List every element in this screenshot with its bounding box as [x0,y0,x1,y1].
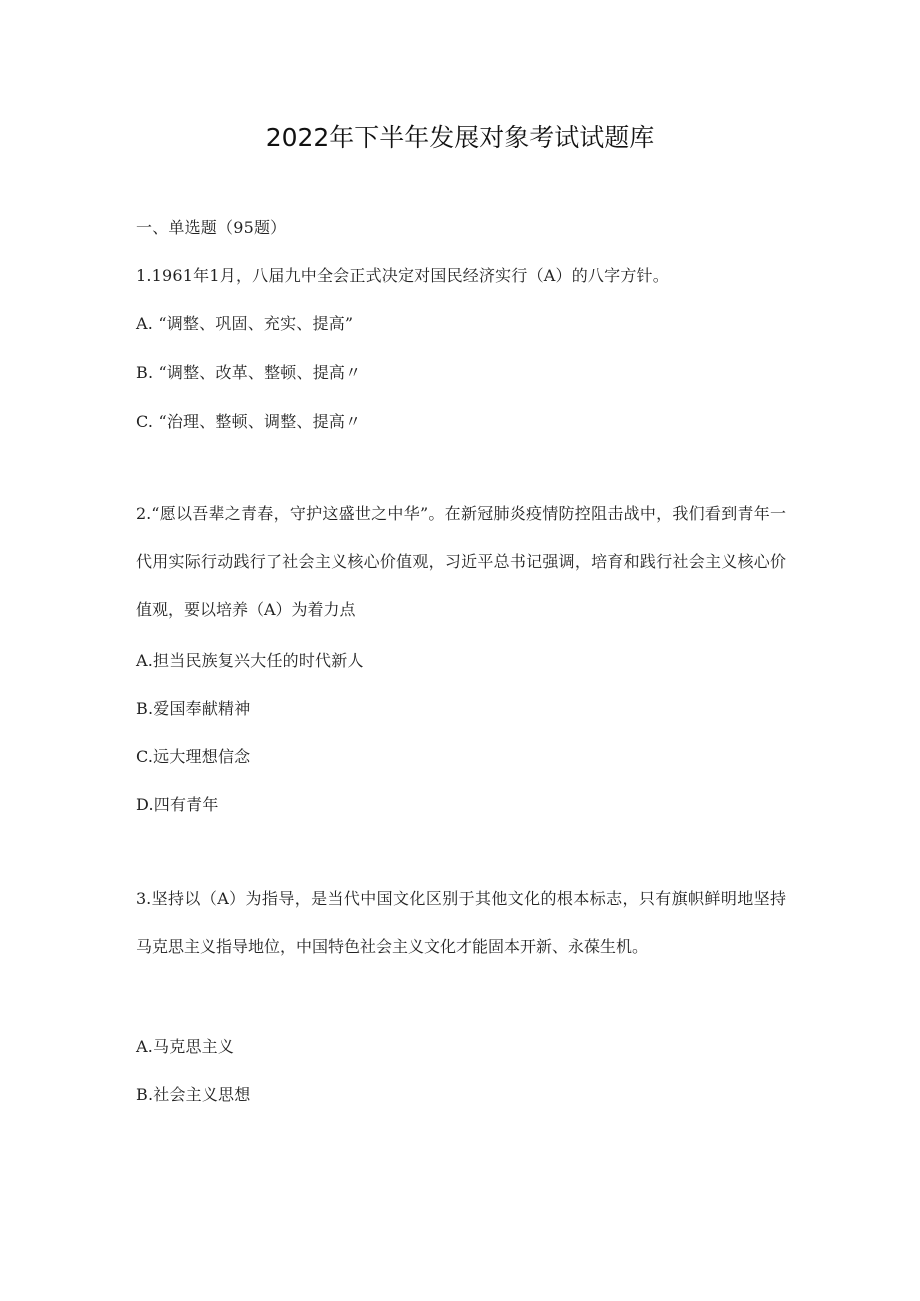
question-3-option-b: B.社会主义思想 [136,1085,251,1104]
question-2-option-d: D.四有青年 [136,795,219,814]
question-2-option-a: A.担当民族复兴大任的时代新人 [136,651,364,670]
question-1-stem: 1.1961年1月，八届九中全会正式决定对国民经济实行（A）的八字方针。 [136,266,669,285]
document-title: 2022年下半年发展对象考试试题库 [265,123,655,152]
question-2-option-b: B.爱国奉献精神 [136,699,251,718]
question-1-option-a: A. “调整、巩固、充实、提高” [136,314,354,333]
question-3-stem: 3.坚持以（A）为指导，是当代中国文化区别于其他文化的根本标志，只有旗帜鲜明地坚持马克思主义指导地位，中国特色社会主义文化才能固本开新、永葆生机。 [136,889,786,956]
question-1-option-c: C. “治理、整顿、调整、提高〃 [136,412,362,431]
section-heading: 一、单选题（95题） [136,218,287,237]
question-3-option-a: A.马克思主义 [136,1037,235,1056]
question-1-option-b: B. “调整、改革、整顿、提高〃 [136,363,362,382]
question-2-option-c: C.远大理想信念 [136,747,251,766]
question-2-stem: 2.“愿以吾辈之青春，守护这盛世之中华”。在新冠肺炎疫情防控阻击战中，我们看到青年一代用实际行动践行了社会主义核心价值观，习近平总书记强调，培育和践行社会主义核心价值观，要以培养（A）为着力点 [136,504,786,619]
